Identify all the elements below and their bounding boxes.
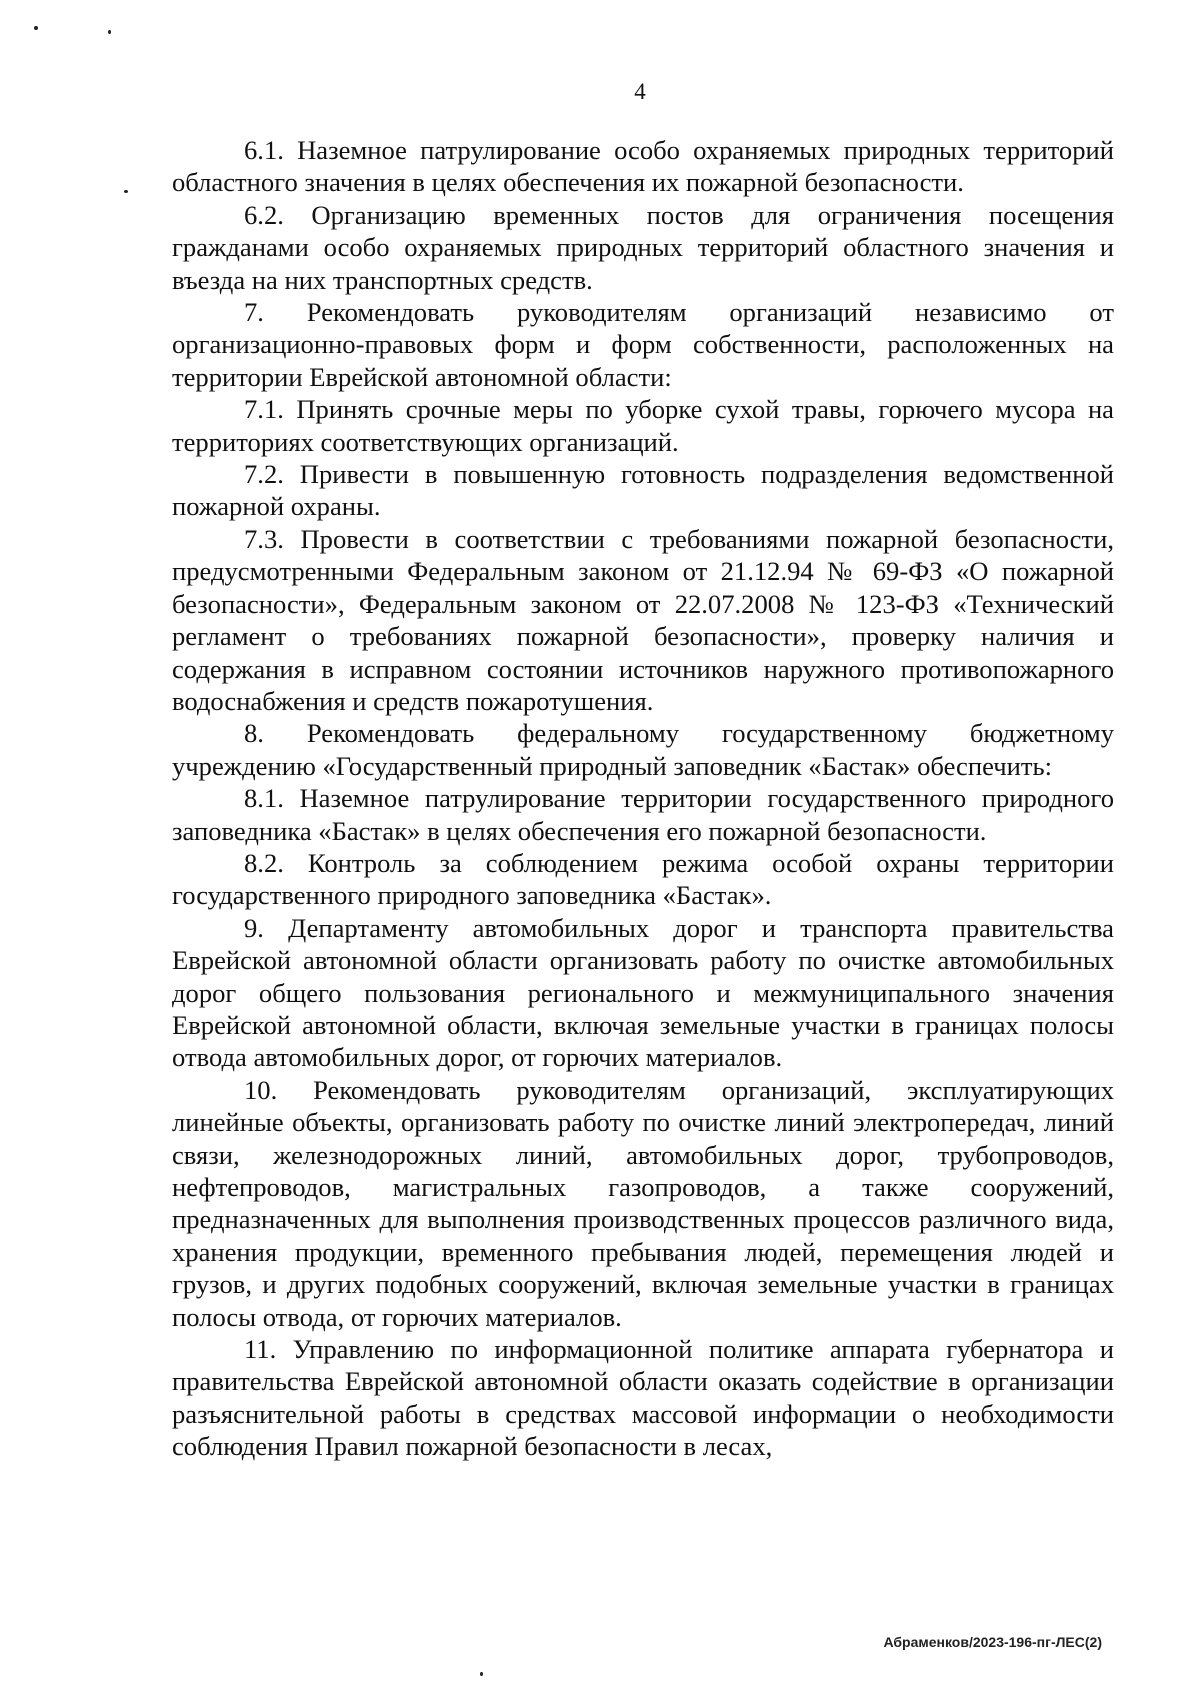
paragraph-10: 10. Рекомендовать руководителям организаций, эксплуатирующих линейные объекты, организовать работу по очистке линий электропередач, линий связи, железнодорожных линий, автомобильных дорог, трубопроводов, нефтепроводов, магистральных газопроводов, а также сооружений, предназначенных для выполнения производственных процессов различного вида, хранения продукции, временного пребывания людей, перемещения людей и грузов, и других подобных сооружений, включая земельные участки в границах полосы отвода, от горючих материалов. xyxy=(172,1074,1114,1332)
paragraph-8: 8. Рекомендовать федеральному государственному бюджетному учреждению «Государственный природный заповедник «Бастак» обеспечить: xyxy=(172,718,1114,781)
document-body xyxy=(172,134,1114,1463)
paragraph-7-1: 7.1. Принять срочные меры по уборке сухой травы, горючего мусора на территориях соответствующих организаций. xyxy=(172,394,1114,457)
paragraph-11: 11. Управлению по информационной политике аппарата губернатора и правительства Еврейской автономной области оказать содействие в организации разъяснительной работы в средствах массовой информации о необходимости соблюдения Правил пожарной безопасности в лесах, xyxy=(172,1334,1114,1462)
paragraph-9: 9. Департаменту автомобильных дорог и транспорта правительства Еврейской автономной области организовать работу по очистке автомобильных дорог общего пользования регионального и межмуниципального значения Еврейской автономной области, включая земельные участки в границах полосы отвода автомобильных дорог, от горючих материалов. xyxy=(172,912,1114,1073)
document-code: Абраменков/2023-196-пг-ЛЕС(2) xyxy=(883,1634,1102,1650)
paragraph-6-1: 6.1. Наземное патрулирование особо охраняемых природных территорий областного значения в целях обеспечения их пожарной безопасности. xyxy=(172,135,1114,198)
page-number: 4 xyxy=(634,79,646,104)
paragraph-7-3: 7.3. Провести в соответствии с требованиями пожарной безопасности, предусмотренными Федеральным законом от 21.12.94 № 69-ФЗ «О пожарной безопасности», Федеральным законом от 22.07.2008 № 123-ФЗ «Технический регламент о требованиях пожарной безопасности», проверку наличия и содержания в исправном состоянии источников наружного противопожарного водоснабжения и средств пожаротушения. xyxy=(172,523,1114,716)
scan-speck-3 xyxy=(124,190,128,193)
scan-speck-2 xyxy=(108,30,111,34)
paragraph-7-2: 7.2. Привести в повышенную готовность подразделения ведомственной пожарной охраны. xyxy=(172,459,1114,522)
scan-speck-1 xyxy=(34,26,38,30)
paragraph-6-2: 6.2. Организацию временных постов для ограничения посещения гражданами особо охраняемых природных территорий областного значения и въезда на них транспортных средств. xyxy=(172,199,1114,295)
scan-speck-4 xyxy=(480,1672,483,1676)
paragraph-7: 7. Рекомендовать руководителям организаций независимо от организационно-правовых форм и форм собственности, расположенных на территории Еврейской автономной области: xyxy=(172,297,1114,392)
paragraph-8-1: 8.1. Наземное патрулирование территории государственного природного заповедника «Бастак» в целях обеспечения его пожарной безопасности. xyxy=(172,783,1114,846)
paragraph-8-2: 8.2. Контроль за соблюдением режима особой охраны территории государственного природного заповедника «Бастак». xyxy=(172,847,1114,911)
